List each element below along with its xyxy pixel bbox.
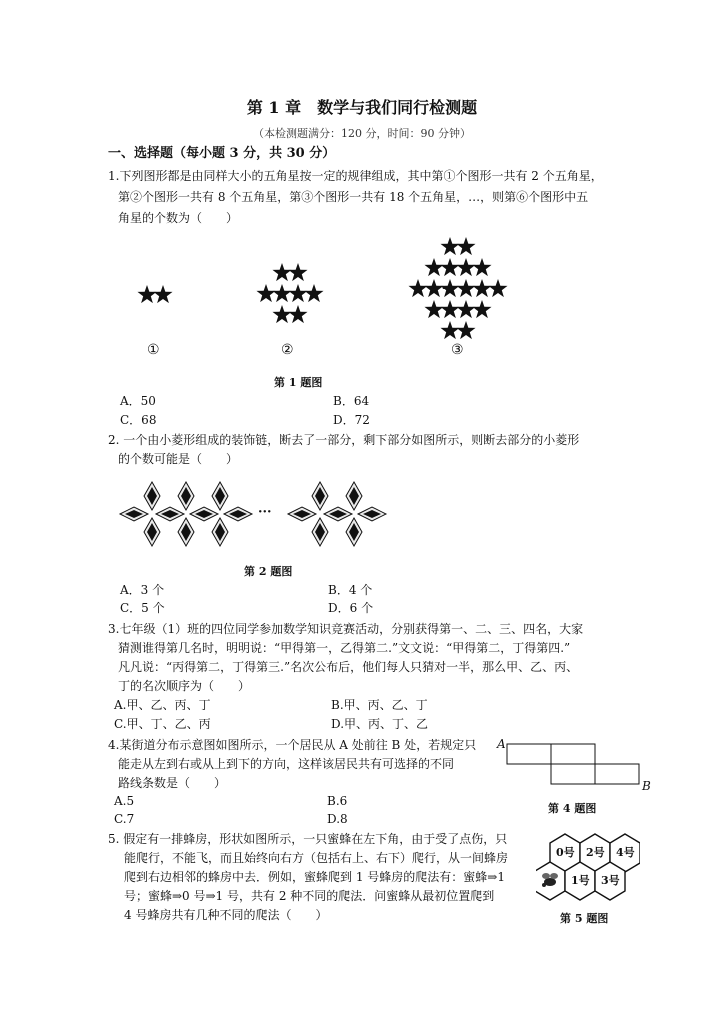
q1-ellipsis: ···	[430, 278, 447, 297]
q5-line-4: 号；蜜蜂⇒0 号⇒1 号，共有 2 种不同的爬法．问蜜蜂从最初位置爬到	[124, 889, 495, 903]
q1-line-3: 角星的个数为（ ）	[118, 211, 239, 225]
q5-line-5: 4 号蜂房共有几种不同的爬法（ ）	[124, 908, 328, 922]
q4-point-a: A	[497, 737, 506, 751]
q4-option-c: C.7	[114, 812, 135, 826]
q4-option-d: D.8	[327, 812, 348, 826]
q4-caption: 第 4 题图	[548, 802, 597, 815]
q1-line-2: 第②个图形一共有 8 个五角星，第③个图形一共有 18 个五角星，…，则第⑥个图形中五	[118, 190, 589, 204]
star-figure-3	[408, 237, 507, 339]
q4-line-2: 能走从左到右或从上到下的方向，这样该居民共有可选择的不同	[118, 757, 455, 771]
q2-rhombus-chain	[114, 474, 394, 556]
q1-option-c: C．68	[120, 413, 157, 427]
q3-line-3: 凡凡说：“丙得第二，丁得第三.”名次公布后，他们每人只猜对一半，那么甲、乙、丙、	[118, 660, 579, 674]
q2-option-b: B．4 个	[328, 583, 373, 597]
q1-line-1: 1.下列图形都是由同样大小的五角星按一定的规律组成，其中第①个图形一共有 2 个五角星，	[108, 169, 603, 183]
q1-option-a: A．50	[120, 394, 156, 408]
page-title: 第 1 章 数学与我们同行检测题	[246, 98, 478, 117]
q5-caption: 第 5 题图	[560, 912, 609, 925]
q5-honeycomb	[536, 830, 640, 906]
q3-line-4: 丁的名次顺序为（ ）	[118, 679, 251, 693]
q3-option-d: D.甲、丙、丁、乙	[331, 717, 429, 731]
cell-1: 1号	[571, 874, 590, 887]
q2-option-a: A．3 个	[120, 583, 165, 597]
cell-4: 4号	[616, 846, 635, 859]
section-heading: 一、选择题（每小题 3 分，共 30 分）	[108, 146, 336, 161]
q1-figure-label-2: ②	[281, 342, 294, 358]
q1-figure-label-3: ③	[451, 342, 464, 358]
q5-line-3: 爬到右边相邻的蜂房中去．例如，蜜蜂爬到 1 号蜂房的爬法有：蜜蜂⇒1	[124, 870, 505, 884]
q4-line-3: 路线条数是（ ）	[118, 776, 227, 790]
q1-caption: 第 1 题图	[274, 376, 323, 389]
cell-2: 2号	[586, 846, 605, 859]
q4-option-a: A.5	[114, 794, 135, 808]
q4-street-grid	[505, 742, 645, 786]
q4-point-b: B	[642, 779, 651, 793]
q2-line-2: 的个数可能是（ ）	[118, 452, 239, 466]
chain-segment-left	[120, 482, 252, 546]
q3-option-c: C.甲、丁、乙、丙	[114, 717, 211, 731]
q1-option-d: D．72	[333, 413, 370, 427]
chain-segment-right	[288, 482, 386, 546]
q3-line-1: 3.七年级（1）班的四位同学参加数学知识竞赛活动，分别获得第一、二、三、四名，大家	[108, 622, 584, 636]
q2-ellipsis: ···	[258, 505, 272, 520]
page-subtitle: （本检测题满分：120 分，时间：90 分钟）	[253, 127, 471, 140]
cell-3: 3号	[601, 874, 620, 887]
q1-star-figures	[120, 230, 600, 370]
star-figure-1	[137, 285, 172, 303]
q1-figure-label-1: ①	[147, 342, 160, 358]
cell-0: 0号	[556, 846, 575, 859]
q4-option-b: B.6	[327, 794, 348, 808]
q2-line-1: 2. 一个由小菱形组成的装饰链，断去了一部分，剩下部分如图所示，则断去部分的小菱形	[108, 433, 580, 447]
q2-option-c: C．5 个	[120, 601, 165, 615]
q2-caption: 第 2 题图	[244, 565, 293, 578]
q3-option-a: A.甲、乙、丙、丁	[114, 698, 211, 712]
q4-line-1: 4.某街道分布示意图如图所示，一个居民从 A 处前往 B 处，若规定只	[108, 738, 477, 752]
q3-option-b: B.甲、丙、乙、丁	[331, 698, 428, 712]
q1-option-b: B．64	[333, 394, 370, 408]
q5-line-2: 能爬行，不能飞，而且始终向右方（包括右上、右下）爬行，从一间蜂房	[124, 851, 509, 865]
q3-line-2: 猜测谁得第几名时，明明说：“甲得第一，乙得第二.”文文说：“甲得第二，丁得第四.”	[118, 641, 571, 655]
q5-line-1: 5. 假定有一排蜂房，形状如图所示，一只蜜蜂在左下角，由于受了点伤，只	[108, 832, 508, 846]
star-figure-2	[256, 263, 323, 323]
q2-option-d: D．6 个	[328, 601, 374, 615]
